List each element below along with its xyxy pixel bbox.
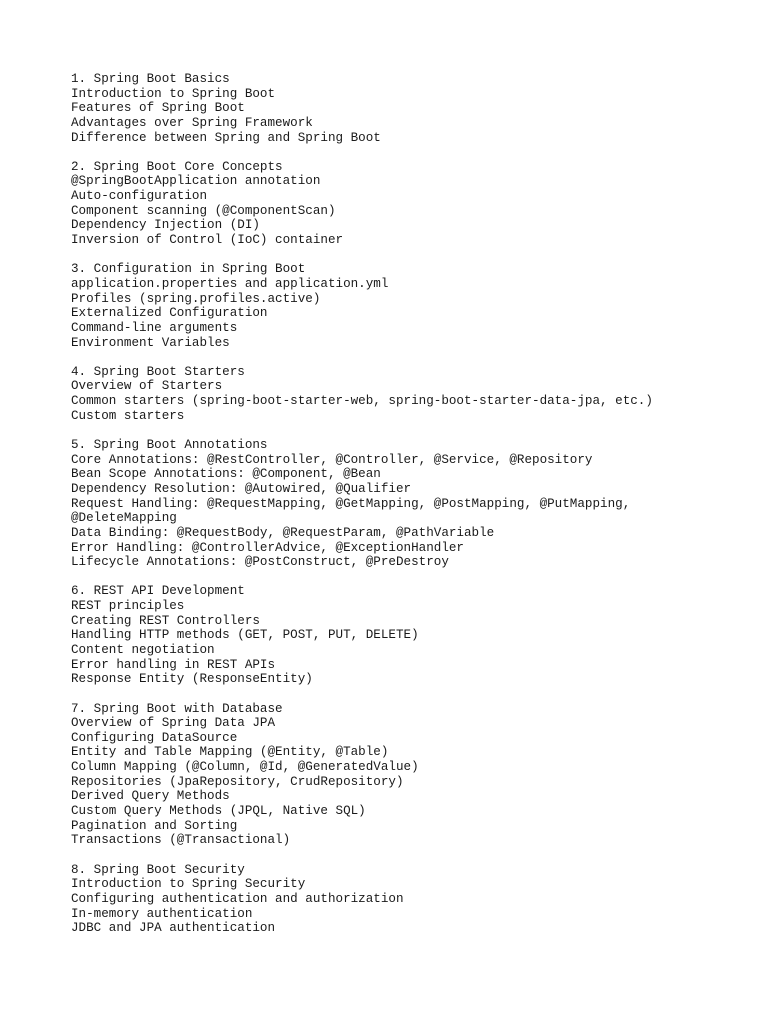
outline-item: Core Annotations: @RestController, @Controller, @Service, @Repository [71,452,593,467]
outline-section [71,160,751,248]
outline-item: Handling HTTP methods (GET, POST, PUT, DELETE) [71,628,419,643]
outline-item: Lifecycle Annotations: @PostConstruct, @PreDestroy [71,555,449,570]
outline-item: Repositories (JpaRepository, CrudRepository) [71,774,404,789]
outline-item: Externalized Configuration [71,306,268,321]
outline-item: Introduction to Spring Boot [71,86,276,101]
outline-item: Configuring DataSource [71,730,238,745]
outline-item: Custom Query Methods (JPQL, Native SQL) [71,804,366,819]
outline-item: Overview of Starters [71,379,223,394]
outline-item: application.properties and application.yml [71,276,389,291]
outline-section [71,438,751,570]
outline-item: Data Binding: @RequestBody, @RequestParam, @PathVariable [71,525,495,540]
outline-item: Bean Scope Annotations: @Component, @Bean [71,467,381,482]
outline-section [71,863,751,936]
outline-item: Entity and Table Mapping (@Entity, @Table) [71,745,389,760]
outline-item: Environment Variables [71,335,230,350]
outline-section [71,365,751,424]
outline-item: Creating REST Controllers [71,613,260,628]
outline-item: Column Mapping (@Column, @Id, @GeneratedValue) [71,760,419,775]
outline-item: Custom starters [71,408,185,423]
section-heading: 5. Spring Boot Annotations [71,438,268,453]
section-heading: 6. REST API Development [71,584,245,599]
outline-item: Component scanning (@ComponentScan) [71,203,336,218]
outline-item: Derived Query Methods [71,789,230,804]
outline-item: Introduction to Spring Security [71,877,306,892]
outline-item: Advantages over Spring Framework [71,115,313,130]
section-heading: 2. Spring Boot Core Concepts [71,159,283,174]
outline-item: Dependency Resolution: @Autowired, @Qualifier [71,481,412,496]
outline-item: Error handling in REST APIs [71,657,276,672]
outline-item: Dependency Injection (DI) [71,218,260,233]
outline-item: Auto-configuration [71,189,208,204]
outline-item: @SpringBootApplication annotation [71,174,321,189]
section-heading: 4. Spring Boot Starters [71,364,245,379]
outline-item: Response Entity (ResponseEntity) [71,672,313,687]
outline-item: Command-line arguments [71,320,238,335]
outline-item: Difference between Spring and Spring Boot [71,130,381,145]
outline-item: Request Handling: @RequestMapping, @GetMapping, @PostMapping, @PutMapping, [71,496,631,511]
section-heading: 8. Spring Boot Security [71,862,245,877]
outline-item: Transactions (@Transactional) [71,833,291,848]
section-heading: 3. Configuration in Spring Boot [71,262,306,277]
outline-item: Features of Spring Boot [71,101,245,116]
outline-item: Error Handling: @ControllerAdvice, @ExceptionHandler [71,540,464,555]
outline-item: Content negotiation [71,642,215,657]
outline-item: REST principles [71,599,185,614]
document-body [71,72,751,950]
outline-item: Inversion of Control (IoC) container [71,233,344,248]
outline-item: Common starters (spring-boot-starter-web, spring-boot-starter-data-jpa, etc.) [71,394,653,409]
outline-item: In-memory authentication [71,906,253,921]
outline-item: Configuring authentication and authorization [71,891,404,906]
outline-item: Overview of Spring Data JPA [71,716,276,731]
outline-section [71,72,751,145]
outline-section [71,584,751,686]
section-heading: 7. Spring Boot with Database [71,701,283,716]
outline-item: @DeleteMapping [71,511,177,526]
section-heading: 1. Spring Boot Basics [71,72,230,86]
outline-section [71,262,751,350]
outline-item: JDBC and JPA authentication [71,921,276,936]
outline-item: Profiles (spring.profiles.active) [71,291,321,306]
outline-item: Pagination and Sorting [71,818,238,833]
outline-section [71,702,751,848]
